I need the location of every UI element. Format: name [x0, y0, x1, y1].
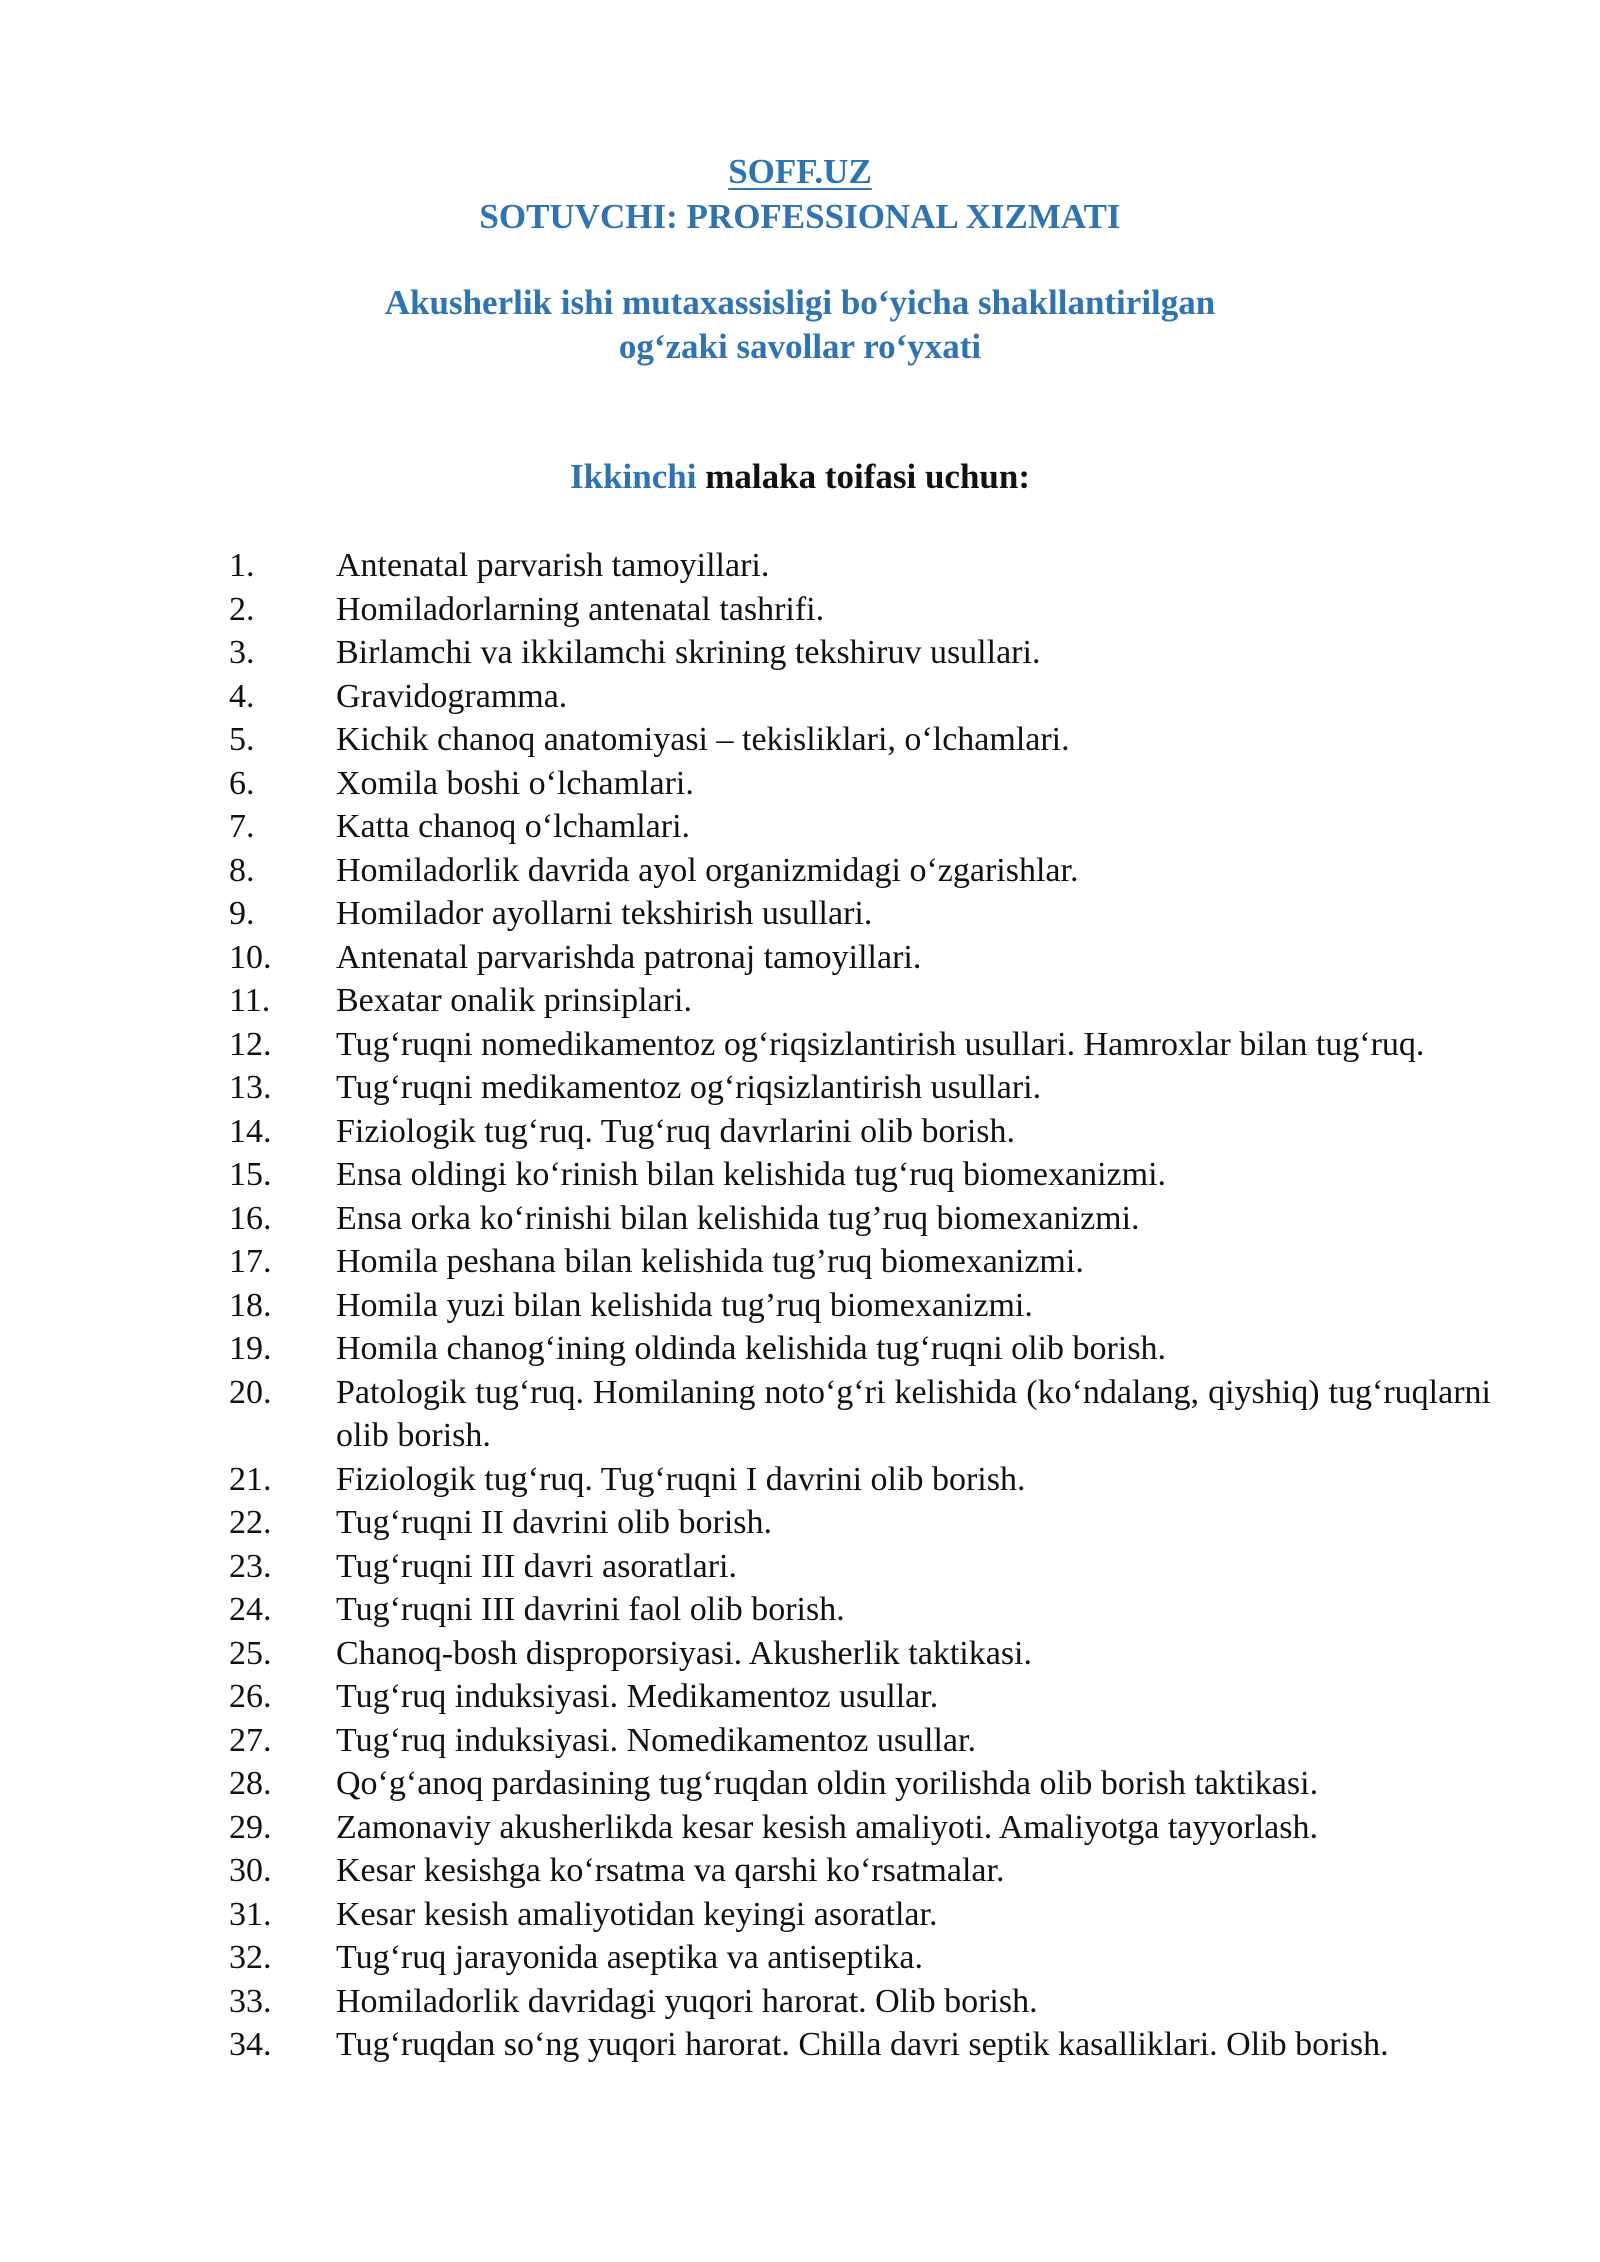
question-item: [229, 2023, 1491, 2067]
category-heading: [0, 455, 1600, 499]
question-number: 22.: [229, 1504, 272, 1541]
question-item: [229, 1893, 1491, 1937]
question-text: Kesar kesishga ko‘rsatma va qarshi ko‘rsatmalar.: [336, 1852, 1005, 1889]
question-item: [229, 849, 1491, 893]
question-item: [229, 1849, 1491, 1893]
question-item: [229, 1023, 1491, 1067]
question-text: Homiladorlik davridagi yuqori harorat. Olib borish.: [336, 1982, 1038, 2020]
question-item: [229, 588, 1491, 632]
seller-line: SOTUVCHI: PROFESSIONAL XIZMATI: [479, 197, 1121, 236]
question-item: [229, 936, 1491, 980]
question-number: 15.: [229, 1156, 272, 1193]
question-number: 12.: [229, 1025, 272, 1063]
document-title-line-1: Akusherlik ishi mutaxassisligi bo‘yicha shakllantirilgan: [384, 283, 1216, 322]
question-text: Tug‘ruqni III davri asoratlari.: [336, 1547, 737, 1585]
question-number: 19.: [229, 1330, 272, 1367]
question-text: Kichik chanoq anatomiyasi – tekisliklari, o‘lchamlari.: [336, 721, 1070, 758]
question-text: Chanoq-bosh disproporsiyasi. Akusherlik taktikasi.: [336, 1634, 1033, 1672]
category-accent: Ikkinchi: [570, 457, 697, 496]
question-text: Fiziologik tug‘ruq. Tug‘ruq davrlarini olib borish.: [336, 1112, 1016, 1150]
question-item: [229, 1501, 1491, 1545]
question-item: [229, 718, 1491, 762]
question-text: Ensa orka ko‘rinishi bilan kelishida tug’ruq biomexanizmi.: [336, 1199, 1140, 1237]
question-text: Homila peshana bilan kelishida tug’ruq biomexanizmi.: [336, 1243, 1084, 1280]
question-number: 3.: [229, 634, 255, 671]
question-text: Tug‘ruqni medikamentoz og‘riqsizlantirish usullari.: [336, 1069, 1042, 1106]
question-text: Homiladorlik davrida ayol organizmidagi o‘zgarishlar.: [336, 851, 1079, 889]
question-item: [229, 1110, 1491, 1154]
question-item: [229, 1719, 1491, 1763]
question-item: [229, 1327, 1491, 1371]
question-item: [229, 1936, 1491, 1980]
question-text: Gravidogramma.: [336, 677, 568, 715]
question-item: [229, 892, 1491, 936]
question-number: 14.: [229, 1112, 272, 1150]
question-number: 29.: [229, 1808, 272, 1846]
question-item: [229, 1240, 1491, 1284]
question-number: 11.: [229, 982, 271, 1019]
category-rest: malaka toifasi uchun:: [696, 457, 1030, 496]
question-text: Tug‘ruq induksiyasi. Medikamentoz usullar.: [336, 1678, 939, 1715]
question-text: Patologik tug‘ruq. Homilaning noto‘g‘ri kelishida (ko‘ndalang, qiyshiq) tug‘ruqlarni olib borish.: [336, 1373, 1491, 1454]
question-item: [229, 805, 1491, 849]
question-text: Fiziologik tug‘ruq. Tug‘ruqni I davrini olib borish.: [336, 1460, 1026, 1498]
question-text: Tug‘ruqni nomedikamentoz og‘riqsizlantirish usullari. Hamroxlar bilan tug‘ruq.: [336, 1025, 1425, 1063]
question-text: Xomila boshi o‘lchamlari.: [336, 764, 694, 802]
question-item: [229, 1371, 1491, 1458]
question-number: 18.: [229, 1286, 272, 1324]
question-item: [229, 1197, 1491, 1241]
site-link[interactable]: SOFF.UZ: [728, 152, 872, 191]
question-text: Homila chanog‘ining oldinda kelishida tug‘ruqni olib borish.: [336, 1330, 1167, 1367]
question-number: 4.: [229, 677, 255, 715]
question-text: Antenatal parvarish tamoyillari.: [336, 547, 770, 584]
question-item: [229, 1066, 1491, 1110]
question-text: Tug‘ruqni II davrini olib borish.: [336, 1504, 773, 1541]
question-item: [229, 1588, 1491, 1632]
question-number: 20.: [229, 1373, 272, 1411]
question-item: [229, 544, 1491, 588]
question-item: [229, 1675, 1491, 1719]
question-number: 6.: [229, 764, 255, 802]
question-number: 25.: [229, 1634, 272, 1672]
question-item: [229, 675, 1491, 719]
question-number: 32.: [229, 1939, 272, 1976]
question-number: 13.: [229, 1069, 272, 1106]
question-text: Homila yuzi bilan kelishida tug’ruq biomexanizmi.: [336, 1286, 1033, 1324]
question-number: 1.: [229, 547, 255, 584]
document-title: [0, 281, 1600, 369]
question-number: 27.: [229, 1721, 272, 1759]
question-text: Tug‘ruqdan so‘ng yuqori harorat. Chilla davri septik kasalliklari. Olib borish.: [336, 2026, 1389, 2063]
question-item: [229, 1632, 1491, 1676]
question-number: 9.: [229, 895, 255, 932]
question-text: Katta chanoq o‘lchamlari.: [336, 808, 691, 845]
question-number: 23.: [229, 1547, 272, 1585]
question-list: [229, 544, 1491, 2067]
question-item: [229, 1806, 1491, 1850]
question-number: 7.: [229, 808, 255, 845]
question-text: Homilador ayollarni tekshirish usullari.: [336, 895, 873, 932]
question-number: 34.: [229, 2026, 272, 2063]
question-text: Tug‘ruqni III davrini faol olib borish.: [336, 1591, 845, 1628]
question-item: [229, 1545, 1491, 1589]
question-text: Antenatal parvarishda patronaj tamoyillari.: [336, 938, 922, 976]
question-number: 33.: [229, 1982, 272, 2020]
question-text: Qo‘g‘anoq pardasining tug‘ruqdan oldin yorilishda olib borish taktikasi.: [336, 1765, 1319, 1802]
question-number: 2.: [229, 590, 255, 628]
question-text: Zamonaviy akusherlikda kesar kesish amaliyoti. Amaliyotga tayyorlash.: [336, 1808, 1318, 1846]
question-number: 16.: [229, 1199, 272, 1237]
question-number: 5.: [229, 721, 255, 758]
question-item: [229, 1153, 1491, 1197]
question-number: 31.: [229, 1895, 272, 1933]
question-number: 28.: [229, 1765, 272, 1802]
question-text: Tug‘ruq jarayonida aseptika va antiseptika.: [336, 1939, 923, 1976]
document-title-line-2: og‘zaki savollar ro‘yxati: [618, 327, 982, 366]
question-text: Tug‘ruq induksiyasi. Nomedikamentoz usullar.: [336, 1721, 976, 1759]
question-number: 10.: [229, 938, 272, 976]
question-number: 24.: [229, 1591, 272, 1628]
question-text: Birlamchi va ikkilamchi skrining tekshiruv usullari.: [336, 634, 1041, 671]
question-text: Bexatar onalik prinsiplari.: [336, 982, 692, 1019]
question-text: Kesar kesish amaliyotidan keyingi asoratlar.: [336, 1895, 938, 1933]
question-item: [229, 1284, 1491, 1328]
question-item: [229, 1762, 1491, 1806]
question-number: 17.: [229, 1243, 272, 1280]
question-item: [229, 1458, 1491, 1502]
question-item: [229, 631, 1491, 675]
question-text: Ensa oldingi ko‘rinish bilan kelishida tug‘ruq biomexanizmi.: [336, 1156, 1167, 1193]
question-item: [229, 1980, 1491, 2024]
question-number: 30.: [229, 1852, 272, 1889]
question-item: [229, 762, 1491, 806]
question-text: Homiladorlarning antenatal tashrifi.: [336, 590, 825, 628]
question-number: 21.: [229, 1460, 272, 1498]
question-item: [229, 979, 1491, 1023]
question-number: 8.: [229, 851, 255, 889]
question-number: 26.: [229, 1678, 272, 1715]
